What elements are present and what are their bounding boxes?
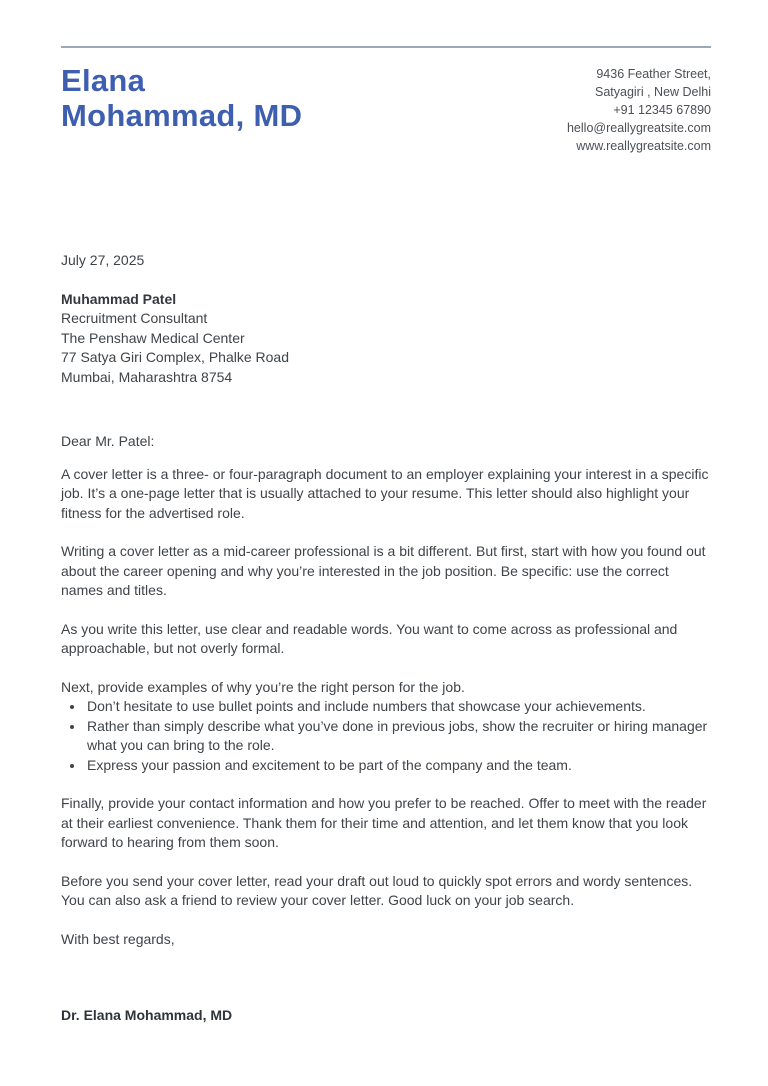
letter-body [61,251,711,1026]
sender-contact-block [567,63,711,155]
sender-name-line1: Elana [61,63,146,98]
contact-website: www.reallygreatsite.com [576,139,711,153]
bullet-item: • Rather than simply describe what you’ve done in previous jobs, show the recruiter or hiring manager what you can bring to the role. [85,717,711,756]
sender-name [61,63,302,133]
bullet-item: • Express your passion and excitement to be part of the company and the team. [85,756,711,776]
recipient-address-line1: 77 Satya Giri Complex, Phalke Road [61,349,289,365]
contact-email: hello@reallygreatsite.com [566,121,711,135]
recipient-company: The Penshaw Medical Center [61,329,245,346]
contact-phone: +91 12345 67890 [613,103,711,117]
paragraph-3: As you write this letter, use clear and readable words. You want to come across as professional and approachable, but not overly formal. [61,620,678,656]
sign-off: With best regards, [61,930,175,947]
closing-paragraph-1: Finally, provide your contact information and how you prefer to be reached. Offer to meet with the reader at their earliest convenience. Thank them for their time and attention, and let them know that you look forward to hearing from them soon. [61,795,707,850]
closing-paragraph-2: Before you send your cover letter, read your draft out loud to quickly spot errors and wordy sentences. You can also ask a friend to review your cover letter. Good luck on your job search. [61,872,693,908]
recipient-block [61,290,711,388]
bullet-intro: Next, provide examples of why you’re the right person for the job. [61,678,465,695]
paragraph-2: Writing a cover letter as a mid-career professional is a bit different. But first, start with how you found out about the career opening and why you’re interested in the job position. Be specific: use the correct names and titles. [61,543,706,598]
letter-header [61,63,711,155]
letter-date: July 27, 2025 [61,252,145,268]
sender-name-line2: Mohammad, MD [61,98,303,133]
signature-name: Dr. Elana Mohammad, MD [61,1007,233,1023]
recipient-name: Muhammad Patel [61,290,177,307]
paragraph-1: A cover letter is a three- or four-paragraph document to an employer explaining your interest in a specific job. It’s a one-page letter that is usually attached to your resume. This letter should also highlight your fitness for the advertised role. [61,465,709,521]
salutation: Dear Mr. Patel: [61,433,155,449]
contact-city: Satyagiri , New Delhi [594,85,711,99]
recipient-title: Recruitment Consultant [61,310,208,326]
contact-street: 9436 Feather Street, [596,67,711,81]
header-rule-line [61,46,711,48]
bullet-list [61,697,711,775]
recipient-address-line2: Mumbai, Maharashtra 8754 [61,368,233,385]
bullet-item: • Don’t hesitate to use bullet points and include numbers that showcase your achievements. [85,697,711,717]
bullet-section [61,678,711,776]
